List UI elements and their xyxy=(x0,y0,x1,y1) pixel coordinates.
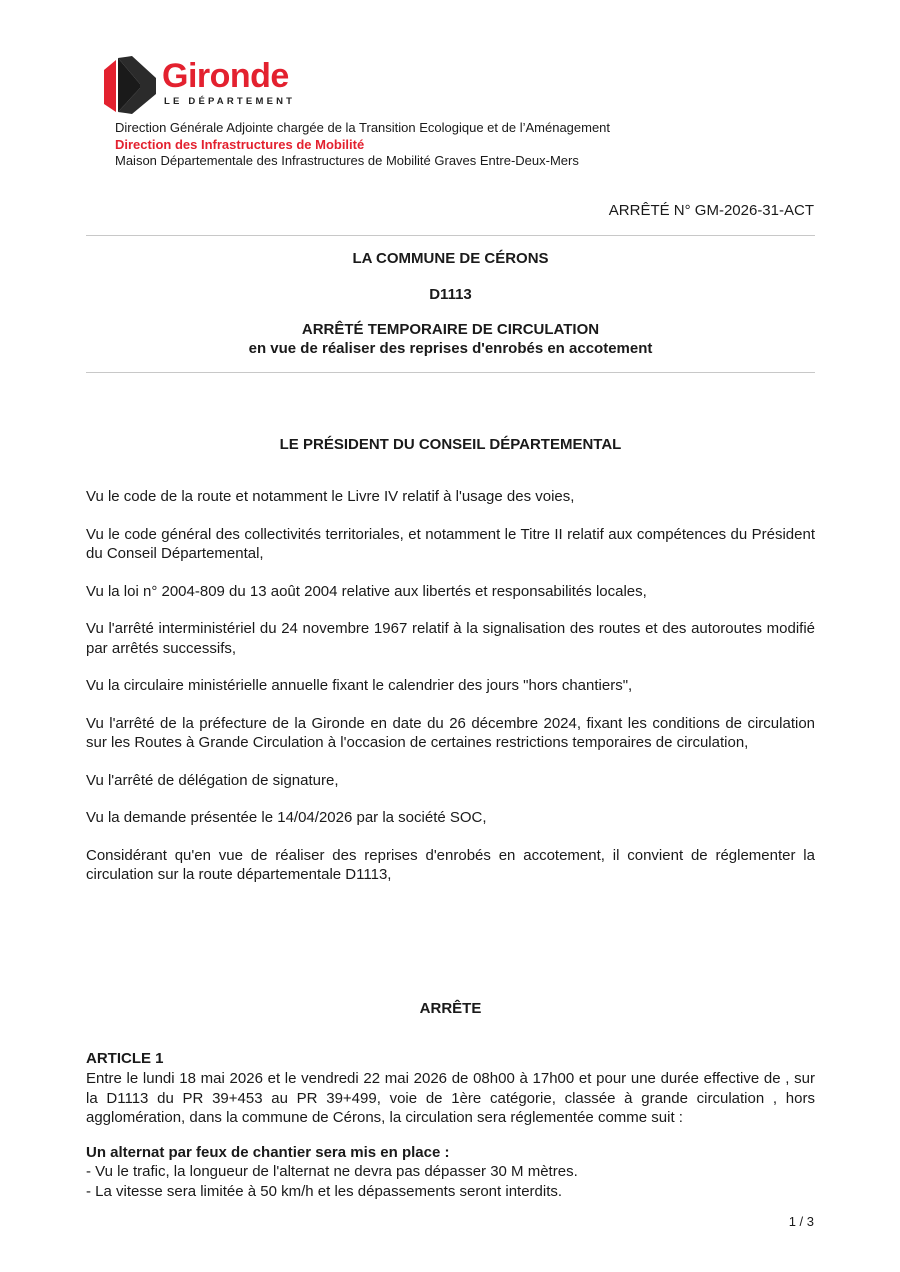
visa-item: Vu le code général des collectivités territoriales, et notamment le Titre II relatif aux compétences du Président du Conseil Départemental, xyxy=(86,525,815,562)
article-1-title: ARTICLE 1 xyxy=(86,1050,164,1067)
logo-subtitle: LE DÉPARTEMENT xyxy=(164,96,296,107)
visa-item: Vu la demande présentée le 14/04/2026 par la société SOC, xyxy=(86,809,487,826)
gironde-logo-mark-icon xyxy=(104,56,158,116)
page-number: 1 / 3 xyxy=(788,1214,814,1229)
logo-wordmark: Gironde xyxy=(162,57,289,95)
visa-item: Vu le code de la route et notamment le Livre IV relatif à l'usage des voies, xyxy=(86,488,575,505)
issuer-line-2: Direction des Infrastructures de Mobilité xyxy=(115,136,365,152)
article-1-measure-title: Un alternat par feux de chantier sera mis en place : xyxy=(86,1144,450,1161)
divider-top xyxy=(86,235,815,236)
decree-reference: ARRÊTÉ N° GM-2026-31-ACT xyxy=(608,202,814,219)
issuer-block xyxy=(115,120,610,170)
authority-title: LE PRÉSIDENT DU CONSEIL DÉPARTEMENTAL xyxy=(279,436,622,453)
issuer-line-1: Direction Générale Adjointe chargée de la Transition Ecologique et de l’Aménagement xyxy=(115,120,611,135)
considerant-item: Considérant qu'en vue de réaliser des reprises d'enrobés en accotement, il convient de réglementer la circulation sur la route départementale D1113, xyxy=(86,846,815,883)
commune-title: LA COMMUNE DE CÉRONS xyxy=(352,250,549,267)
decision-title: ARRÊTE xyxy=(419,1000,482,1017)
gironde-logo xyxy=(104,56,314,116)
article-1-text: Entre le lundi 18 mai 2026 et le vendredi 22 mai 2026 de 08h00 à 17h00 et pour une durée effective de , sur la D1113 du PR 39+453 au PR 39+499, voie de 1ère catégorie, classée à grande circulation , hors agglomération, dans la commune de Cérons, la circulation sera réglementée comme suit : xyxy=(86,1070,815,1126)
visa-item: Vu l'arrêté de la préfecture de la Gironde en date du 26 décembre 2024, fixant les conditions de circulation sur les Routes à Grande Circulation à l'occasion de certaines restrictions temporaires de circulation, xyxy=(86,714,815,751)
article-1-measure-2: - La vitesse sera limitée à 50 km/h et les dépassements seront interdits. xyxy=(86,1183,563,1200)
issuer-line-3: Maison Départementale des Infrastructures de Mobilité Graves Entre-Deux-Mers xyxy=(115,153,579,168)
visa-item: Vu l'arrêté interministériel du 24 novembre 1967 relatif à la signalisation des routes et des autoroutes modifié par arrêtés successifs, xyxy=(86,620,815,657)
visa-item: Vu la loi n° 2004-809 du 13 août 2004 relative aux libertés et responsabilités locales, xyxy=(86,582,647,600)
divider-bottom xyxy=(86,372,815,373)
visa-item: Vu l'arrêté de délégation de signature, xyxy=(86,771,339,789)
article-1-measure-1: - Vu le trafic, la longueur de l'alternat ne devra pas dépasser 30 M mètres. xyxy=(86,1163,578,1180)
visas-block xyxy=(86,487,815,903)
decree-purpose: en vue de réaliser des reprises d'enrobés en accotement xyxy=(248,340,653,357)
visa-item: Vu la circulaire ministérielle annuelle fixant le calendrier des jours "hors chantiers", xyxy=(86,677,633,694)
road-title: D1113 xyxy=(429,286,472,303)
decree-type: ARRÊTÉ TEMPORAIRE DE CIRCULATION xyxy=(301,321,600,338)
